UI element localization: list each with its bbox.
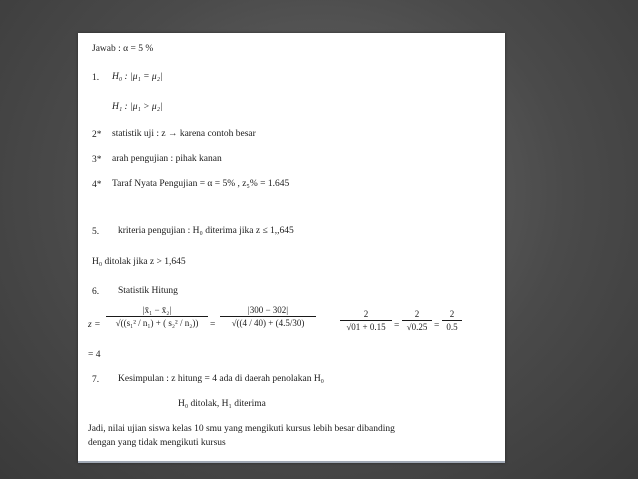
fraction-step-2-denominator: √0.25 [406, 322, 428, 332]
fraction-substituted-numerator: |300 − 302| [247, 305, 289, 315]
fraction-step-3-numerator: 2 [449, 309, 455, 319]
item-number-1: 1. [92, 73, 100, 83]
final-result: = 4 [88, 350, 101, 360]
z-equals: z = [88, 320, 101, 330]
item-number-3: 3* [92, 155, 102, 165]
item-number-7: 7. [92, 375, 100, 385]
decision-line: H₀ ditolak, H₁ diterima [178, 399, 266, 409]
equals-sign-2: = [394, 321, 400, 331]
test-direction-line: arah pengujian : pihak kanan [112, 154, 222, 164]
conclusion-line: Kesimpulan : z hitung = 4 ada di daerah penolakan H₀ [118, 374, 324, 384]
criteria-line: kriteria pengujian : H₀ diterima jika z ≤ 1,,645 [118, 226, 294, 236]
fraction-formula-numerator: |x̄₁ − x̄₂| [142, 305, 172, 315]
item-number-2: 2* [92, 130, 102, 140]
alternative-hypothesis: H₁ : |μ₁ > μ₂| [112, 102, 163, 112]
fraction-step-2-numerator: 2 [414, 309, 420, 319]
fraction-step-1-numerator: 2 [363, 309, 369, 319]
test-statistic-line: statistik uji : z → karena contoh besar [112, 129, 256, 139]
statistic-heading: Statistik Hitung [118, 286, 178, 296]
fraction-step-3-denominator: 0.5 [446, 322, 458, 332]
null-hypothesis: H₀ : |μ₁ = μ₂| [112, 72, 163, 82]
answer-heading: Jawab : α = 5 % [92, 44, 154, 54]
fraction-step-1-denominator: √01 + 0.15 [346, 322, 386, 332]
equals-sign-1: = [210, 320, 216, 330]
significance-level-line: Taraf Nyata Pengujian = α = 5% , z₅% = 1.645 [112, 179, 290, 189]
summary-line-2: dengan yang tidak mengikuti kursus [88, 438, 226, 448]
rejection-line: H₀ ditolak jika z > 1,645 [92, 257, 186, 267]
item-number-6: 6. [92, 287, 100, 297]
item-number-5: 5. [92, 227, 100, 237]
document-page [78, 33, 505, 463]
fraction-formula-denominator: √((s₁² / n₁) + ( s₂² / n₂)) [115, 318, 199, 328]
fraction-step-2 [402, 309, 432, 332]
fraction-step-1 [340, 309, 392, 332]
fraction-step-3 [442, 309, 462, 332]
fraction-formula [106, 305, 208, 328]
fraction-substituted-denominator: √((4 / 40) + (4.5/30) [231, 318, 305, 328]
equals-sign-3: = [434, 321, 440, 331]
fraction-substituted [220, 305, 316, 328]
summary-line-1: Jadi, nilai ujian siswa kelas 10 smu yang mengikuti kursus lebih besar dibanding [88, 424, 395, 434]
page-bottom-rule [78, 461, 505, 463]
item-number-4: 4* [92, 180, 102, 190]
